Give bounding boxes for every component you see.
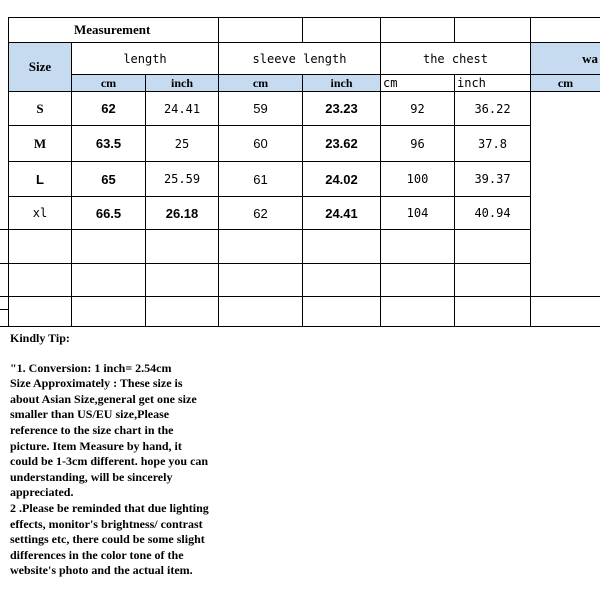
chest-inch-cell: 39.37 [474,172,511,186]
length-cm-cell: 65 [101,171,116,187]
sleeve-inch-cell: 23.23 [325,101,358,116]
sleeve-cm-unit: cm [219,75,302,91]
chest-inch-unit: inch [457,76,486,90]
grid-line [8,17,9,327]
grid-line [9,91,600,92]
grid-line [9,17,600,18]
length-cm-cell: 63.5 [95,136,122,151]
kindly-tip-notes [10,331,225,579]
grid-line [0,296,600,297]
length-cm-cell: 66.5 [95,205,122,221]
size-cell: xl [32,206,48,220]
tip-line: reference to the size chart in the [10,422,174,437]
tip-line: Size Approximately : These size is [10,376,183,391]
tip-line: 2 .Please be reminded that due lighting [10,500,209,515]
chest-cm-cell: 96 [410,136,425,151]
length-header: length [123,51,167,66]
tip-line: effects, monitor's brightness/ contrast [10,516,203,531]
size-cell: M [33,135,47,151]
tips-heading: Kindly Tip: [10,331,70,345]
size-header: Size [9,43,71,91]
size-cell: L [36,171,44,187]
grid-line [72,74,600,75]
grid-line [380,17,381,327]
tip-line: "1. Conversion: 1 inch= 2.54cm [10,360,172,375]
grid-line [9,42,600,43]
grid-line [302,17,303,42]
chest-cm-unit: cm [383,76,398,90]
chest-header: the chest [422,51,489,66]
length-inch-cell: 25 [174,136,190,151]
grid-line [218,17,219,327]
tip-line: website's photo and the actual item. [10,563,193,578]
waist-cm-unit: cm [531,75,600,91]
chest-inch-cell: 36.22 [474,101,511,116]
length-inch-cell: 24.41 [163,101,201,116]
sleeve-cm-cell: 61 [253,171,268,187]
chest-cm-cell: 92 [410,101,425,116]
grid-line [0,263,531,264]
size-cell: S [36,100,44,116]
sleeve-cm-cell: 59 [253,101,268,116]
chest-inch-cell: 37.8 [478,136,507,151]
grid-line [0,309,8,310]
grid-line [9,125,531,126]
tip-line: differences in the color tone of the [10,547,184,562]
sleeve-inch-cell: 24.41 [325,205,358,221]
tip-line: appreciated. [10,485,74,500]
tip-line: about Asian Size,general get one size [10,391,197,406]
length-inch-cell: 26.18 [165,205,199,221]
grid-line [9,161,531,162]
grid-line [454,74,455,327]
sleeve-cm-cell: 62 [253,205,268,221]
length-cm-cell: 62 [101,101,116,116]
waist-header-partial: wa [531,43,600,74]
grid-line [530,17,531,327]
grid-line [9,196,531,197]
length-inch-cell: 25.59 [163,172,201,186]
grid-line [0,326,600,327]
chest-inch-cell: 40.94 [474,206,511,220]
grid-line [71,42,72,327]
measurement-title: Measurement [74,22,151,37]
tip-line: picture. Item Measure by hand, it [10,438,182,453]
length-inch-unit: inch [146,75,218,91]
sleeve-cm-cell: 60 [253,136,268,151]
tip-line: could be 1-3cm different. hope you can [10,454,209,469]
chest-cm-cell: 100 [406,172,429,186]
grid-line [0,229,531,230]
grid-line [454,17,455,42]
length-cm-unit: cm [72,75,145,91]
tip-line: smaller than US/EU size,Please [10,407,170,422]
sleeve-inch-cell: 23.62 [325,136,358,151]
chest-cm-cell: 104 [406,206,429,220]
tip-line: settings etc, there could be some slight [10,532,205,547]
tip-line: understanding, will be sincerely [10,469,173,484]
sleeve-inch-unit: inch [303,75,380,91]
grid-line [145,74,146,327]
sleeve-length-header: sleeve length [252,51,347,66]
sleeve-inch-cell: 24.02 [325,171,358,187]
grid-line [302,74,303,327]
